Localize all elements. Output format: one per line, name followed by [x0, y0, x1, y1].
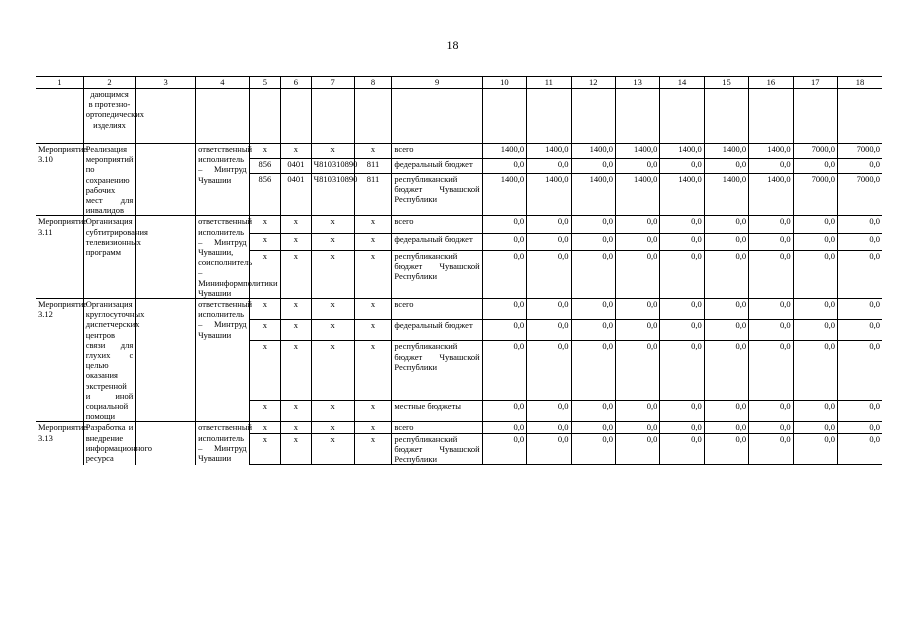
- funding-source: всего: [392, 216, 482, 233]
- amount-cell: 0,0: [615, 299, 659, 320]
- amount-cell: 0,0: [793, 233, 837, 250]
- funding-source: всего: [392, 299, 482, 320]
- budget-code-section: x: [281, 320, 311, 341]
- amount-cell: 1400,0: [704, 174, 748, 216]
- column-number: 15: [704, 77, 748, 89]
- column-number: 7: [311, 77, 354, 89]
- budget-code-type: x: [354, 144, 392, 159]
- amount-cell: 0,0: [660, 159, 704, 174]
- amount-cell: 0,0: [704, 299, 748, 320]
- funding-source: федеральный бюджет: [392, 159, 482, 174]
- amount-cell: 0,0: [527, 401, 571, 422]
- amount-cell: 0,0: [527, 299, 571, 320]
- budget-code-section: x: [281, 433, 311, 465]
- budget-code-type: x: [354, 422, 392, 433]
- budget-code-grbs: x: [249, 144, 281, 159]
- amount-cell: 0,0: [704, 159, 748, 174]
- amount-cell: 0,0: [482, 159, 526, 174]
- budget-code-grbs: x: [249, 320, 281, 341]
- measure-executor: ответственный исполнитель – Минтруд Чувашии: [196, 299, 250, 422]
- amount-cell: 0,0: [660, 233, 704, 250]
- amount-cell: 0,0: [704, 216, 748, 233]
- amount-cell: 0,0: [749, 216, 793, 233]
- budget-code-section: x: [281, 233, 311, 250]
- amount-cell: 0,0: [660, 216, 704, 233]
- measure-label: Мероприятие 3.13: [36, 422, 83, 465]
- measure-executor: ответственный исполнитель – Минтруд Чувашии, соисполнитель – Мининформполитики Чувашии: [196, 216, 250, 299]
- empty-cell: [196, 89, 250, 144]
- amount-cell: 7000,0: [837, 144, 882, 159]
- amount-cell: 0,0: [749, 233, 793, 250]
- budget-code-section: 0401: [281, 174, 311, 216]
- measure-row: [36, 144, 882, 159]
- amount-cell: 1400,0: [482, 174, 526, 216]
- budget-code-target: x: [311, 401, 354, 422]
- budget-code-type: x: [354, 341, 392, 401]
- amount-cell: 0,0: [571, 422, 615, 433]
- budget-code-grbs: 856: [249, 159, 281, 174]
- budget-code-section: x: [281, 401, 311, 422]
- empty-cell: [749, 89, 793, 144]
- budget-code-type: x: [354, 216, 392, 233]
- amount-cell: 1400,0: [615, 174, 659, 216]
- amount-cell: 0,0: [837, 216, 882, 233]
- amount-cell: 0,0: [482, 433, 526, 465]
- amount-cell: 1400,0: [704, 144, 748, 159]
- funding-source: всего: [392, 144, 482, 159]
- column-number: 9: [392, 77, 482, 89]
- amount-cell: 0,0: [837, 433, 882, 465]
- amount-cell: 0,0: [749, 422, 793, 433]
- budget-code-section: x: [281, 422, 311, 433]
- amount-cell: 0,0: [704, 433, 748, 465]
- empty-cell: [615, 89, 659, 144]
- amount-cell: 0,0: [793, 433, 837, 465]
- measure-name: Организация субтитрирования телевизионных программ: [83, 216, 136, 299]
- measure-row: [36, 422, 882, 433]
- measure-row: [36, 299, 882, 320]
- amount-cell: 0,0: [793, 422, 837, 433]
- funding-source: республиканский бюджет Чувашской Республики: [392, 174, 482, 216]
- amount-cell: 0,0: [660, 250, 704, 298]
- empty-cell: [281, 89, 311, 144]
- amount-cell: 1400,0: [749, 144, 793, 159]
- amount-cell: 0,0: [571, 433, 615, 465]
- amount-cell: 1400,0: [571, 144, 615, 159]
- budget-code-section: x: [281, 250, 311, 298]
- empty-cell: [793, 89, 837, 144]
- budget-code-grbs: x: [249, 341, 281, 401]
- amount-cell: 0,0: [793, 250, 837, 298]
- amount-cell: 0,0: [837, 320, 882, 341]
- empty-cell: [136, 299, 196, 422]
- empty-cell: [571, 89, 615, 144]
- budget-code-section: x: [281, 341, 311, 401]
- budget-code-grbs: x: [249, 422, 281, 433]
- amount-cell: 0,0: [615, 422, 659, 433]
- budget-code-type: x: [354, 401, 392, 422]
- amount-cell: 0,0: [571, 401, 615, 422]
- amount-cell: 0,0: [482, 320, 526, 341]
- budget-code-target: x: [311, 233, 354, 250]
- page-number: 18: [446, 38, 459, 52]
- budget-code-section: x: [281, 299, 311, 320]
- budget-code-grbs: 856: [249, 174, 281, 216]
- amount-cell: 7000,0: [837, 174, 882, 216]
- column-number: 13: [615, 77, 659, 89]
- budget-code-grbs: x: [249, 401, 281, 422]
- amount-cell: 0,0: [837, 159, 882, 174]
- amount-cell: 0,0: [527, 320, 571, 341]
- amount-cell: 7000,0: [793, 174, 837, 216]
- amount-cell: 0,0: [749, 433, 793, 465]
- column-number: 6: [281, 77, 311, 89]
- amount-cell: 0,0: [660, 433, 704, 465]
- amount-cell: 7000,0: [793, 144, 837, 159]
- amount-cell: 0,0: [837, 422, 882, 433]
- funding-source: федеральный бюджет: [392, 233, 482, 250]
- amount-cell: 0,0: [527, 250, 571, 298]
- empty-cell: [136, 89, 196, 144]
- continued-row: [36, 89, 882, 144]
- column-number: 17: [793, 77, 837, 89]
- amount-cell: 0,0: [615, 320, 659, 341]
- amount-cell: 0,0: [615, 341, 659, 401]
- empty-cell: [36, 89, 83, 144]
- funding-source: республиканский бюджет Чувашской Республики: [392, 341, 482, 401]
- amount-cell: 0,0: [615, 233, 659, 250]
- empty-cell: [249, 89, 281, 144]
- column-number: 3: [136, 77, 196, 89]
- amount-cell: 0,0: [615, 250, 659, 298]
- amount-cell: 0,0: [482, 401, 526, 422]
- budget-code-grbs: x: [249, 299, 281, 320]
- measure-name: Реализация мероприятий по сохранению рабочих мест для инвалидов: [83, 144, 136, 216]
- empty-cell: [660, 89, 704, 144]
- measure-name-continued: дающимся в протезно-ортопедических изделиях: [83, 89, 136, 144]
- amount-cell: 0,0: [571, 299, 615, 320]
- budget-code-type: x: [354, 250, 392, 298]
- amount-cell: 1400,0: [527, 144, 571, 159]
- column-number: 1: [36, 77, 83, 89]
- amount-cell: 0,0: [704, 401, 748, 422]
- measure-name: Разработка и внедрение информационного ресурса: [83, 422, 136, 465]
- measure-executor: ответственный исполнитель – Минтруд Чувашии: [196, 144, 250, 216]
- amount-cell: 0,0: [482, 341, 526, 401]
- amount-cell: 0,0: [704, 250, 748, 298]
- measure-label: Мероприятие 3.12: [36, 299, 83, 422]
- amount-cell: 0,0: [660, 320, 704, 341]
- amount-cell: 0,0: [527, 433, 571, 465]
- budget-code-grbs: x: [249, 250, 281, 298]
- amount-cell: 0,0: [793, 341, 837, 401]
- empty-cell: [837, 89, 882, 144]
- amount-cell: 0,0: [704, 341, 748, 401]
- budget-code-section: x: [281, 216, 311, 233]
- amount-cell: 0,0: [571, 233, 615, 250]
- measure-row: [36, 216, 882, 233]
- amount-cell: 0,0: [837, 299, 882, 320]
- measure-label: Мероприятие 3.11: [36, 216, 83, 299]
- header-row: [36, 77, 882, 89]
- amount-cell: 0,0: [527, 422, 571, 433]
- amount-cell: 0,0: [571, 159, 615, 174]
- empty-cell: [392, 89, 482, 144]
- amount-cell: 0,0: [704, 320, 748, 341]
- amount-cell: 1400,0: [615, 144, 659, 159]
- empty-cell: [311, 89, 354, 144]
- column-number: 5: [249, 77, 281, 89]
- amount-cell: 0,0: [704, 422, 748, 433]
- amount-cell: 0,0: [615, 159, 659, 174]
- amount-cell: 0,0: [660, 341, 704, 401]
- amount-cell: 0,0: [704, 233, 748, 250]
- measure-label: Мероприятие 3.10: [36, 144, 83, 216]
- amount-cell: 1400,0: [749, 174, 793, 216]
- amount-cell: 0,0: [793, 299, 837, 320]
- amount-cell: 0,0: [482, 216, 526, 233]
- budget-code-target: x: [311, 299, 354, 320]
- budget-code-target: x: [311, 341, 354, 401]
- amount-cell: 0,0: [793, 159, 837, 174]
- column-number: 18: [837, 77, 882, 89]
- funding-source: федеральный бюджет: [392, 320, 482, 341]
- budget-code-type: x: [354, 233, 392, 250]
- program-measures-table: [36, 76, 882, 465]
- budget-code-target: x: [311, 216, 354, 233]
- budget-code-section: 0401: [281, 159, 311, 174]
- amount-cell: 0,0: [749, 320, 793, 341]
- empty-cell: [482, 89, 526, 144]
- empty-cell: [704, 89, 748, 144]
- budget-code-target: x: [311, 144, 354, 159]
- amount-cell: 0,0: [615, 216, 659, 233]
- amount-cell: 0,0: [749, 159, 793, 174]
- measure-executor: ответственный исполнитель – Минтруд Чувашии: [196, 422, 250, 465]
- amount-cell: 0,0: [749, 250, 793, 298]
- column-number: 8: [354, 77, 392, 89]
- column-number: 14: [660, 77, 704, 89]
- amount-cell: 0,0: [527, 341, 571, 401]
- amount-cell: 0,0: [837, 250, 882, 298]
- amount-cell: 0,0: [793, 401, 837, 422]
- amount-cell: 0,0: [749, 341, 793, 401]
- amount-cell: 1400,0: [660, 174, 704, 216]
- amount-cell: 0,0: [837, 341, 882, 401]
- empty-cell: [527, 89, 571, 144]
- amount-cell: 0,0: [482, 299, 526, 320]
- amount-cell: 0,0: [527, 159, 571, 174]
- amount-cell: 0,0: [615, 401, 659, 422]
- amount-cell: 0,0: [749, 299, 793, 320]
- funding-source: республиканский бюджет Чувашской Республики: [392, 250, 482, 298]
- budget-code-type: x: [354, 320, 392, 341]
- amount-cell: 0,0: [660, 401, 704, 422]
- amount-cell: 0,0: [749, 401, 793, 422]
- column-number: 16: [749, 77, 793, 89]
- amount-cell: 1400,0: [527, 174, 571, 216]
- amount-cell: 1400,0: [571, 174, 615, 216]
- amount-cell: 0,0: [527, 216, 571, 233]
- amount-cell: 0,0: [793, 216, 837, 233]
- funding-source: местные бюджеты: [392, 401, 482, 422]
- amount-cell: 0,0: [660, 422, 704, 433]
- amount-cell: 0,0: [482, 250, 526, 298]
- budget-code-grbs: x: [249, 233, 281, 250]
- budget-code-target: x: [311, 320, 354, 341]
- budget-code-target: Ч810310890: [311, 174, 354, 216]
- amount-cell: 0,0: [571, 341, 615, 401]
- budget-code-target: x: [311, 250, 354, 298]
- budget-code-type: x: [354, 433, 392, 465]
- measure-name: Организация круглосуточных диспетчерских центров связи для глухих с целью оказания экстренной и иной социальной помощи: [83, 299, 136, 422]
- funding-source: всего: [392, 422, 482, 433]
- amount-cell: 0,0: [482, 233, 526, 250]
- column-number: 4: [196, 77, 250, 89]
- budget-code-target: x: [311, 433, 354, 465]
- amount-cell: 0,0: [571, 250, 615, 298]
- amount-cell: 0,0: [571, 320, 615, 341]
- column-number: 2: [83, 77, 136, 89]
- column-number: 10: [482, 77, 526, 89]
- budget-code-type: 811: [354, 174, 392, 216]
- budget-code-section: x: [281, 144, 311, 159]
- column-number: 11: [527, 77, 571, 89]
- budget-code-type: 811: [354, 159, 392, 174]
- amount-cell: 1400,0: [660, 144, 704, 159]
- budget-code-target: Ч810310890: [311, 159, 354, 174]
- amount-cell: 0,0: [837, 401, 882, 422]
- budget-code-grbs: x: [249, 216, 281, 233]
- funding-source: республиканский бюджет Чувашской Республики: [392, 433, 482, 465]
- budget-code-type: x: [354, 299, 392, 320]
- amount-cell: 1400,0: [482, 144, 526, 159]
- budget-code-target: x: [311, 422, 354, 433]
- amount-cell: 0,0: [837, 233, 882, 250]
- amount-cell: 0,0: [793, 320, 837, 341]
- amount-cell: 0,0: [571, 216, 615, 233]
- budget-code-grbs: x: [249, 433, 281, 465]
- column-number: 12: [571, 77, 615, 89]
- empty-cell: [354, 89, 392, 144]
- amount-cell: 0,0: [660, 299, 704, 320]
- amount-cell: 0,0: [527, 233, 571, 250]
- amount-cell: 0,0: [615, 433, 659, 465]
- amount-cell: 0,0: [482, 422, 526, 433]
- empty-cell: [136, 144, 196, 216]
